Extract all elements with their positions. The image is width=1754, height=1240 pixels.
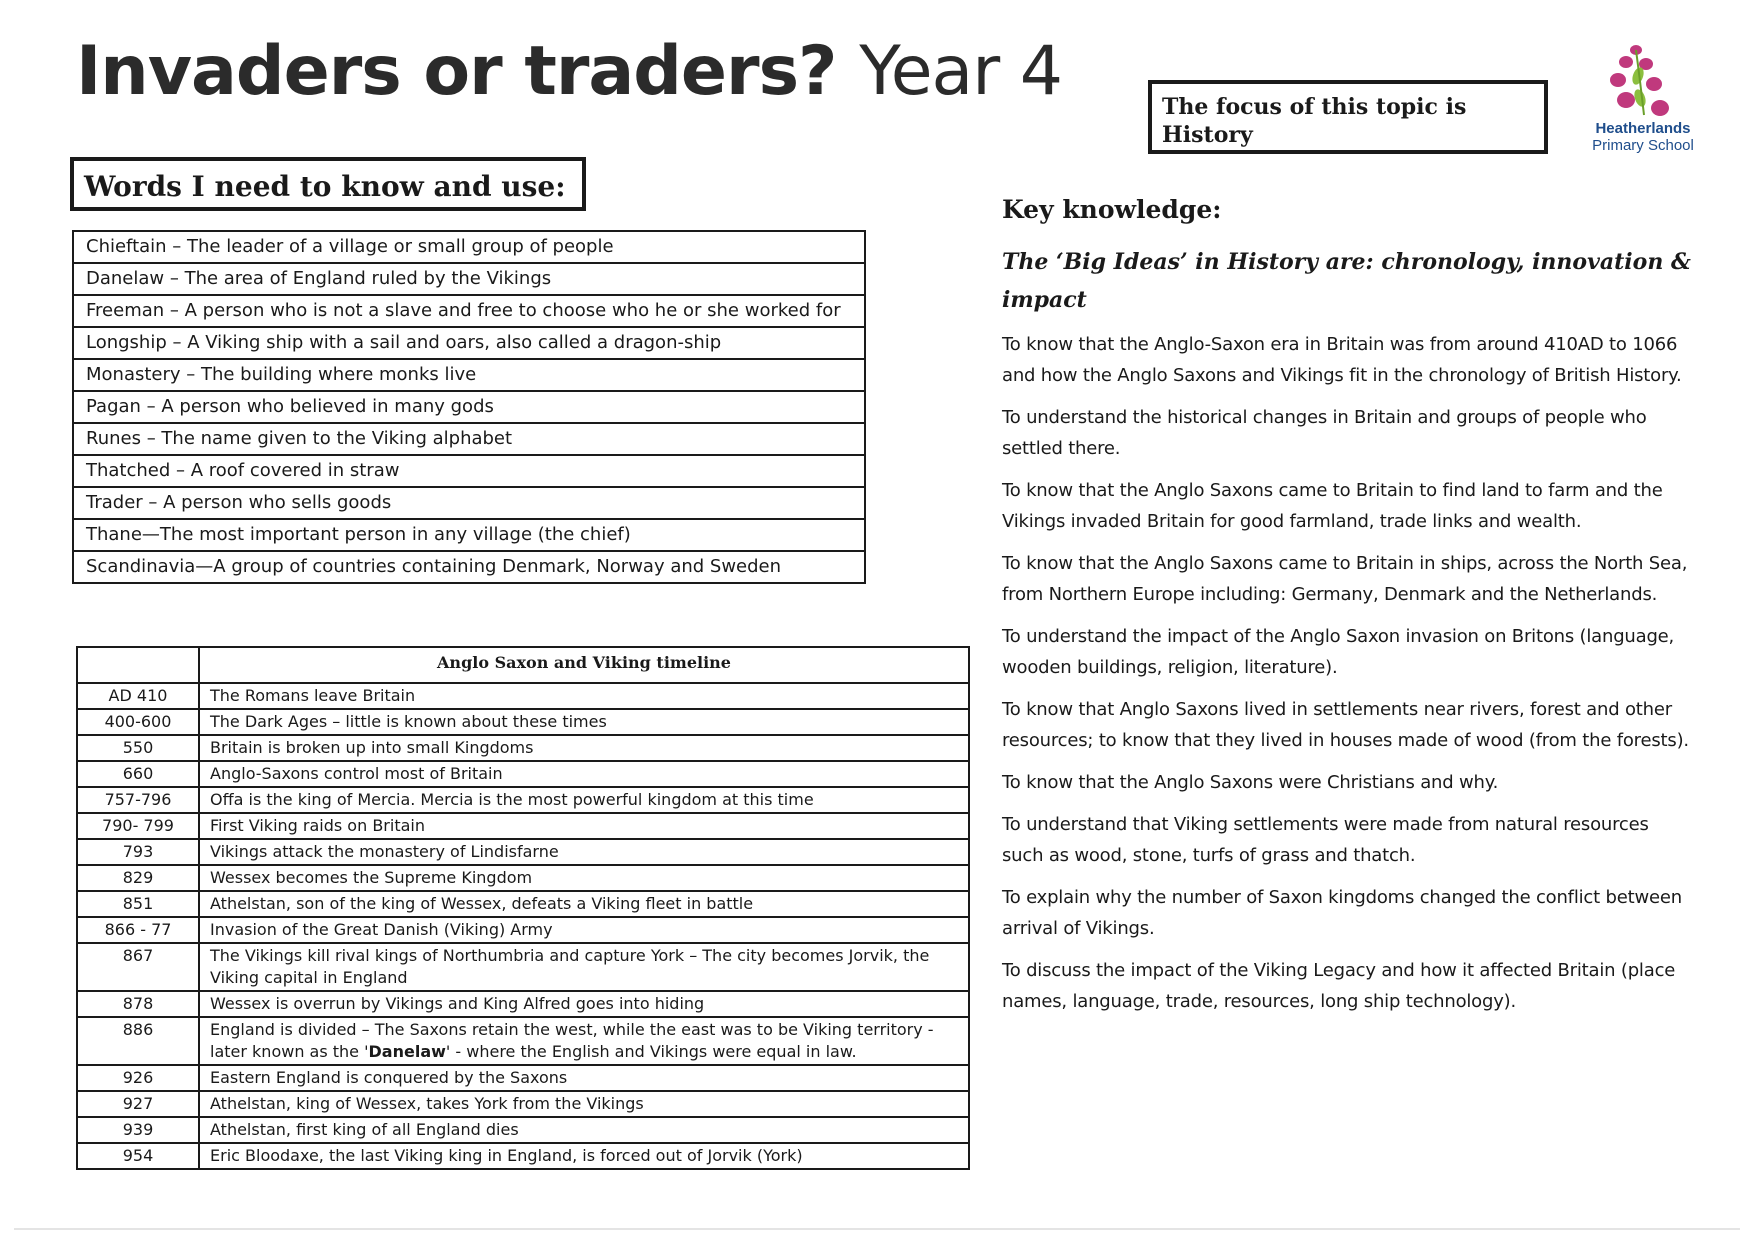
vocab-entry: Scandinavia—A group of countries containing Denmark, Norway and Sweden bbox=[73, 551, 865, 583]
timeline-date: 757-796 bbox=[77, 787, 199, 813]
timeline-row bbox=[77, 813, 969, 839]
vocab-row bbox=[73, 423, 865, 455]
timeline-event: Athelstan, son of the king of Wessex, defeats a Viking fleet in battle bbox=[199, 891, 969, 917]
vocab-row bbox=[73, 327, 865, 359]
key-knowledge-list bbox=[1002, 329, 1692, 1028]
timeline-event bbox=[199, 1017, 969, 1065]
page-title bbox=[76, 28, 1062, 116]
key-knowledge-point: To understand the historical changes in Britain and groups of people who settled there. bbox=[1002, 407, 1647, 459]
vocab-entry: Monastery – The building where monks live bbox=[73, 359, 865, 391]
timeline-date: 927 bbox=[77, 1091, 199, 1117]
vocabulary-table bbox=[72, 230, 866, 584]
timeline-row bbox=[77, 709, 969, 735]
timeline-event-text: England is divided – The Saxons retain the west, while the east was to be Viking territory - later known as the ' bbox=[210, 1020, 934, 1061]
timeline-date: 954 bbox=[77, 1143, 199, 1169]
words-heading: Words I need to know and use: bbox=[70, 157, 586, 211]
vocab-row bbox=[73, 295, 865, 327]
key-knowledge-point: To understand the impact of the Anglo Saxon invasion on Britons (language, wooden buildings, religion, literature). bbox=[1002, 626, 1675, 678]
key-knowledge-point: To know that the Anglo-Saxon era in Britain was from around 410AD to 1066 and how the Anglo Saxons and Vikings fit in the chronology of British History. bbox=[1002, 334, 1682, 386]
vocab-row bbox=[73, 231, 865, 263]
timeline-row bbox=[77, 787, 969, 813]
timeline-date: AD 410 bbox=[77, 683, 199, 709]
timeline-date: 400-600 bbox=[77, 709, 199, 735]
key-knowledge-point: To understand that Viking settlements were made from natural resources such as wood, stone, turfs of grass and thatch. bbox=[1002, 814, 1649, 866]
timeline-date: 550 bbox=[77, 735, 199, 761]
vocab-entry: Longship – A Viking ship with a sail and oars, also called a dragon-ship bbox=[73, 327, 865, 359]
timeline-event: Offa is the king of Mercia. Mercia is the most powerful kingdom at this time bbox=[199, 787, 969, 813]
timeline-row bbox=[77, 1143, 969, 1169]
timeline-row bbox=[77, 891, 969, 917]
timeline-row bbox=[77, 917, 969, 943]
timeline-event: Athelstan, first king of all England dies bbox=[199, 1117, 969, 1143]
vocab-entry: Danelaw – The area of England ruled by the Vikings bbox=[73, 263, 865, 295]
title-main: Invaders or traders? bbox=[76, 32, 837, 111]
timeline-date: 851 bbox=[77, 891, 199, 917]
title-year: Year 4 bbox=[859, 32, 1063, 111]
vocab-entry: Thane—The most important person in any village (the chief) bbox=[73, 519, 865, 551]
timeline-date: 926 bbox=[77, 1065, 199, 1091]
timeline-event: Athelstan, king of Wessex, takes York from the Vikings bbox=[199, 1091, 969, 1117]
timeline-event: Invasion of the Great Danish (Viking) Army bbox=[199, 917, 969, 943]
school-name bbox=[1568, 120, 1718, 154]
timeline-date: 867 bbox=[77, 943, 199, 991]
vocab-row bbox=[73, 519, 865, 551]
timeline-event: Wessex is overrun by Vikings and King Alfred goes into hiding bbox=[199, 991, 969, 1017]
timeline-row bbox=[77, 865, 969, 891]
topic-focus-box: The focus of this topic is History bbox=[1148, 80, 1548, 154]
timeline-row bbox=[77, 943, 969, 991]
vocab-entry: Trader – A person who sells goods bbox=[73, 487, 865, 519]
timeline-event: Anglo-Saxons control most of Britain bbox=[199, 761, 969, 787]
timeline-date: 878 bbox=[77, 991, 199, 1017]
timeline-event: The Romans leave Britain bbox=[199, 683, 969, 709]
vocab-row bbox=[73, 263, 865, 295]
key-knowledge-point: To discuss the impact of the Viking Legacy and how it affected Britain (place names, language, trade, resources, long ship technology). bbox=[1002, 960, 1676, 1012]
vocab-row bbox=[73, 391, 865, 423]
key-knowledge-point: To know that the Anglo Saxons came to Britain to find land to farm and the Vikings invaded Britain for good farmland, trade links and wealth. bbox=[1002, 480, 1663, 532]
timeline-event: Wessex becomes the Supreme Kingdom bbox=[199, 865, 969, 891]
timeline-row bbox=[77, 1117, 969, 1143]
vocab-row bbox=[73, 487, 865, 519]
key-knowledge-point: To explain why the number of Saxon kingdoms changed the conflict between arrival of Vikings. bbox=[1002, 887, 1682, 939]
vocab-entry: Chieftain – The leader of a village or small group of people bbox=[73, 231, 865, 263]
timeline-event-text: ' - where the English and Vikings were equal in law. bbox=[445, 1042, 857, 1061]
timeline-date: 660 bbox=[77, 761, 199, 787]
timeline-row bbox=[77, 761, 969, 787]
timeline-event: The Vikings kill rival kings of Northumbria and capture York – The city becomes Jorvik, the Viking capital in England bbox=[199, 943, 969, 991]
timeline-table bbox=[76, 646, 970, 1170]
timeline-row bbox=[77, 1017, 969, 1065]
timeline-event: Britain is broken up into small Kingdoms bbox=[199, 735, 969, 761]
school-name-line1: Heatherlands bbox=[1595, 120, 1691, 137]
vocab-row bbox=[73, 455, 865, 487]
timeline-row bbox=[77, 991, 969, 1017]
vocab-entry: Freeman – A person who is not a slave and free to choose who he or she worked for bbox=[73, 295, 865, 327]
timeline-event: First Viking raids on Britain bbox=[199, 813, 969, 839]
vocab-entry: Thatched – A roof covered in straw bbox=[73, 455, 865, 487]
timeline-row bbox=[77, 1091, 969, 1117]
timeline-header-row bbox=[77, 647, 969, 683]
vocab-row bbox=[73, 359, 865, 391]
key-knowledge-point: To know that the Anglo Saxons were Christians and why. bbox=[1002, 772, 1499, 793]
timeline-date: 866 - 77 bbox=[77, 917, 199, 943]
timeline-date: 886 bbox=[77, 1017, 199, 1065]
timeline-row bbox=[77, 839, 969, 865]
timeline-date: 829 bbox=[77, 865, 199, 891]
timeline-header-date bbox=[77, 647, 199, 683]
timeline-row bbox=[77, 1065, 969, 1091]
timeline-date: 790- 799 bbox=[77, 813, 199, 839]
timeline-row bbox=[77, 683, 969, 709]
vocab-entry: Pagan – A person who believed in many gods bbox=[73, 391, 865, 423]
vocab-entry: Runes – The name given to the Viking alphabet bbox=[73, 423, 865, 455]
key-knowledge-point: To know that Anglo Saxons lived in settlements near rivers, forest and other resources; to know that they lived in houses made of wood (from the forests). bbox=[1002, 699, 1689, 751]
timeline-event-emphasis: Danelaw bbox=[368, 1042, 446, 1061]
timeline-event: Vikings attack the monastery of Lindisfarne bbox=[199, 839, 969, 865]
timeline-event: Eastern England is conquered by the Saxons bbox=[199, 1065, 969, 1091]
timeline-date: 793 bbox=[77, 839, 199, 865]
key-knowledge-heading: Key knowledge: bbox=[1002, 195, 1222, 224]
key-knowledge-point: To know that the Anglo Saxons came to Britain in ships, across the North Sea, from Northern Europe including: Germany, Denmark and the Netherlands. bbox=[1002, 553, 1688, 605]
timeline-date: 939 bbox=[77, 1117, 199, 1143]
vocab-row bbox=[73, 551, 865, 583]
timeline-row bbox=[77, 735, 969, 761]
timeline-heading: Anglo Saxon and Viking timeline bbox=[199, 647, 969, 683]
big-ideas-statement: The ‘Big Ideas’ in History are: chronology, innovation & impact bbox=[1002, 249, 1691, 313]
timeline-event: The Dark Ages – little is known about these times bbox=[199, 709, 969, 735]
page-footer-divider bbox=[14, 1228, 1740, 1230]
timeline-event: Eric Bloodaxe, the last Viking king in England, is forced out of Jorvik (York) bbox=[199, 1143, 969, 1169]
school-name-line2: Primary School bbox=[1592, 137, 1694, 154]
